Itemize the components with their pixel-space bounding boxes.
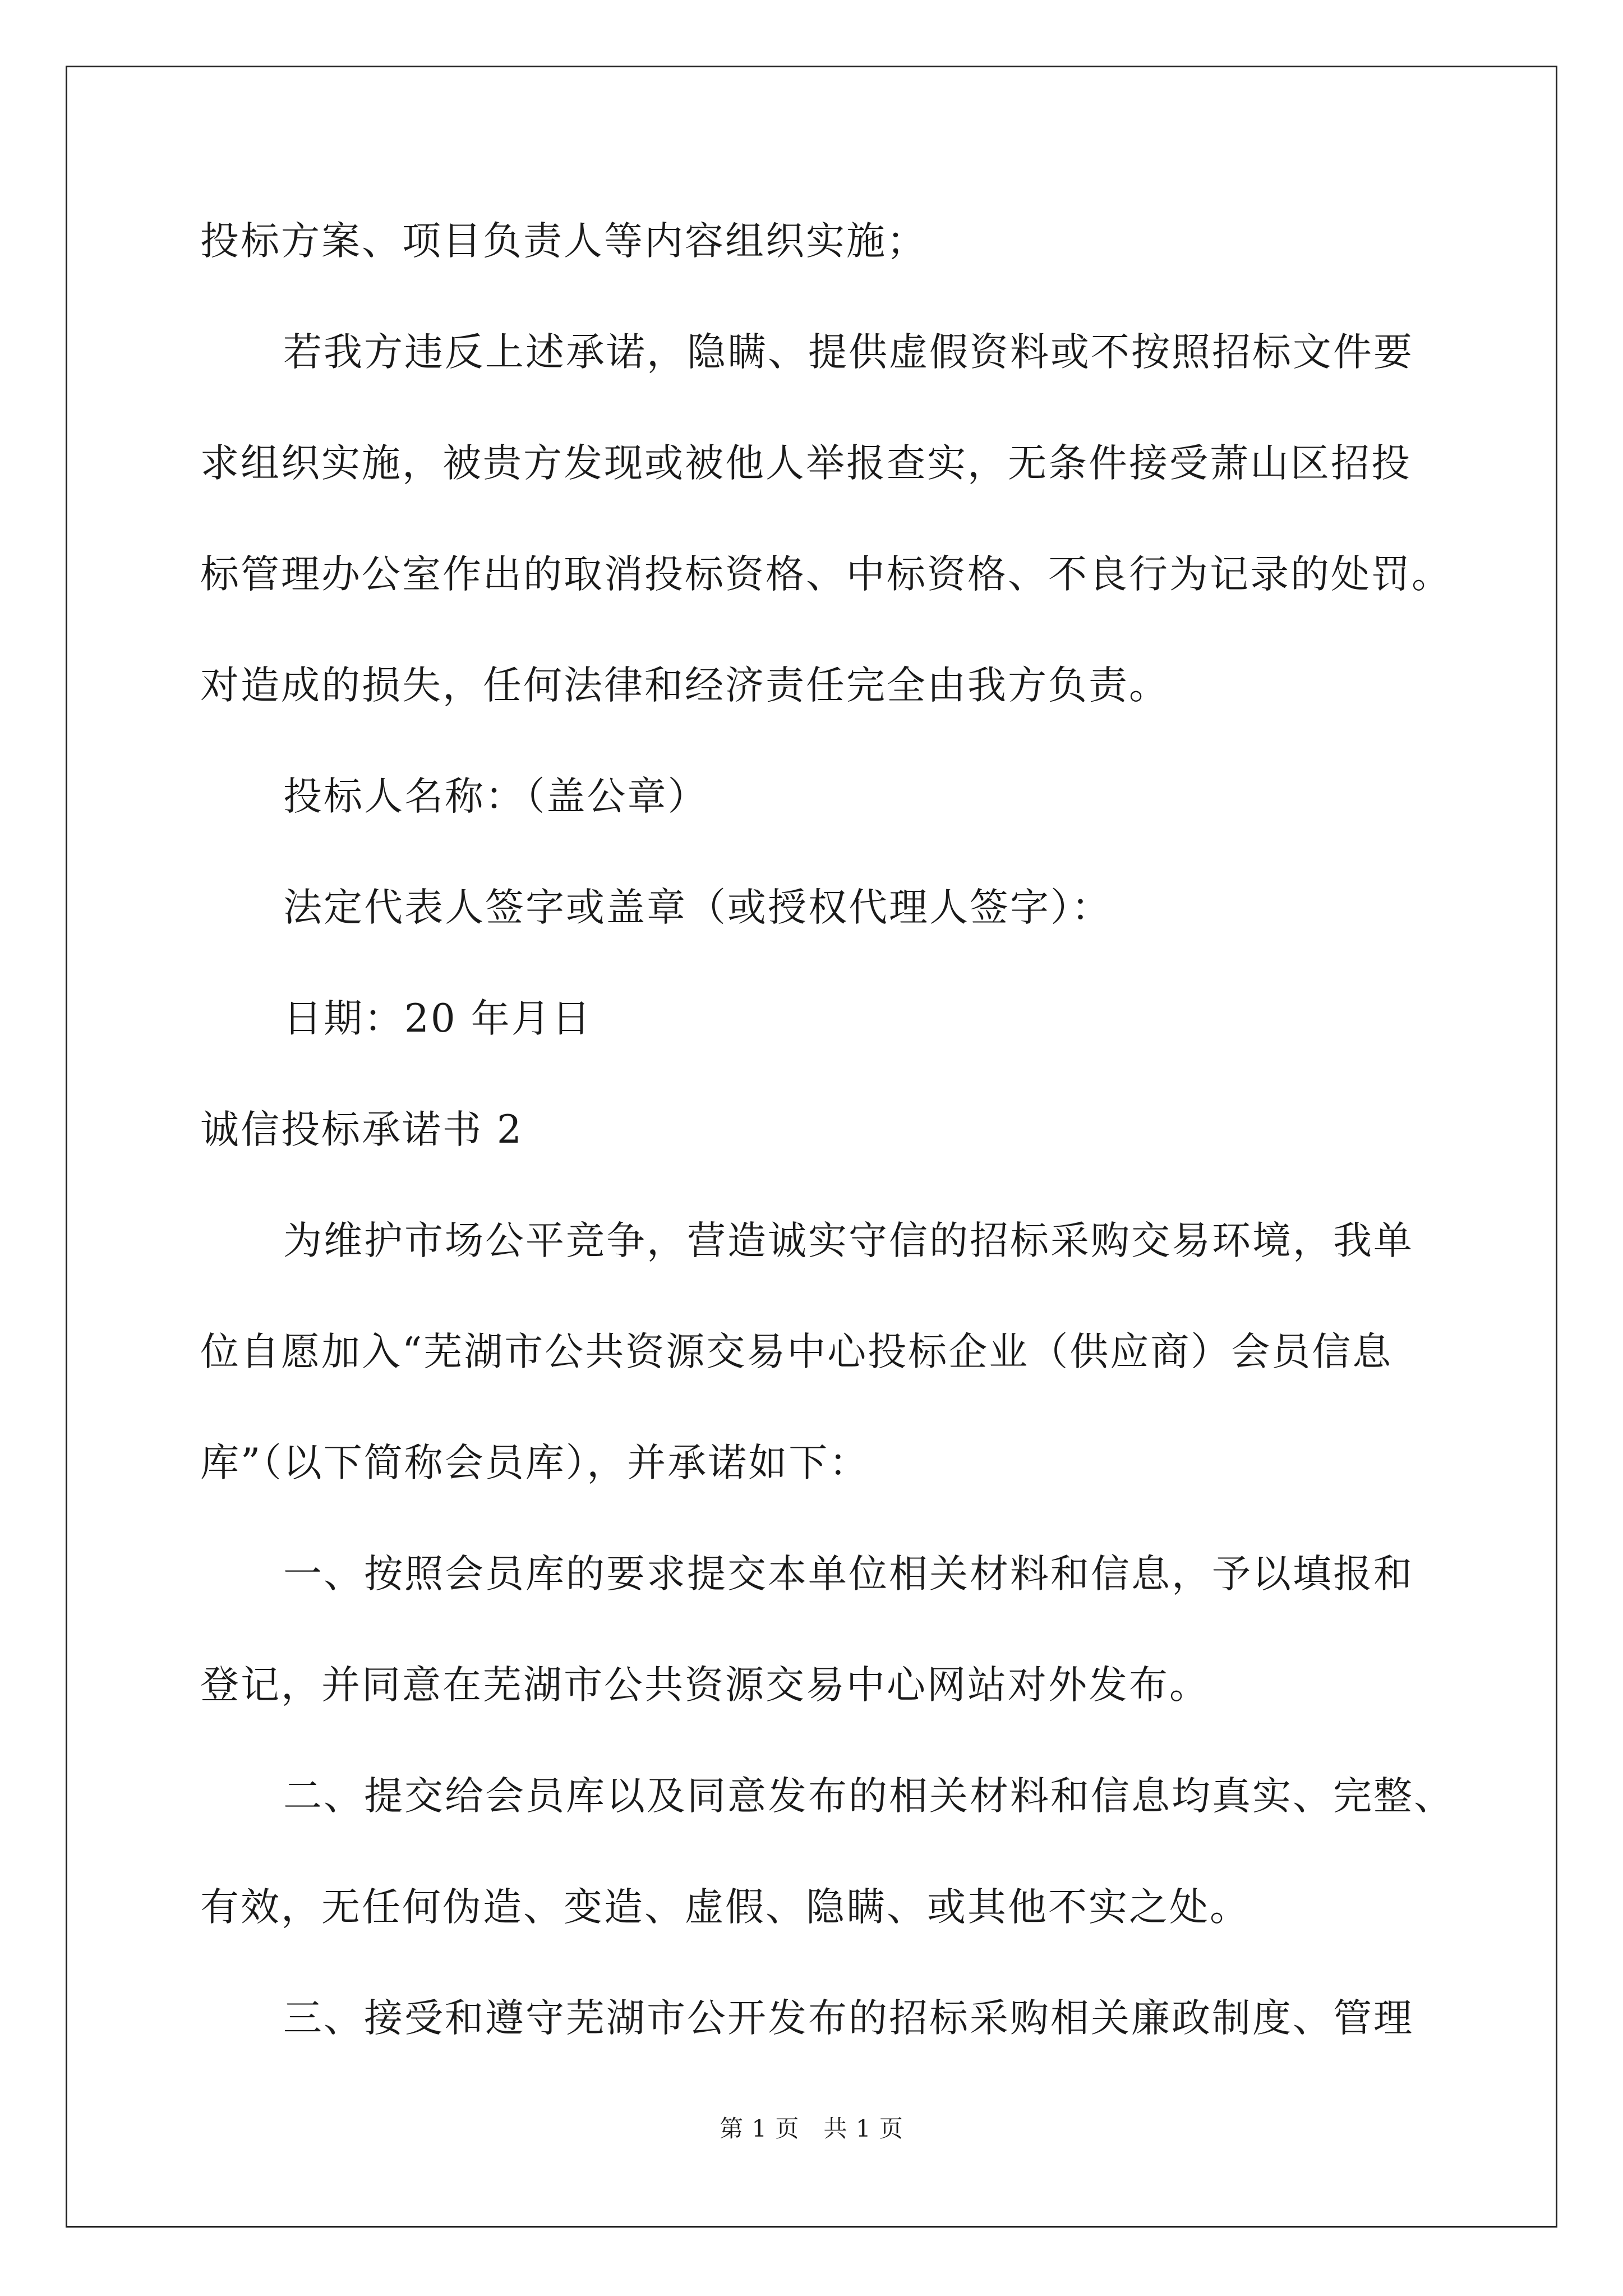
text-line: 投标方案、项目负责人等内容组织实施； [200,219,927,264]
text-line: 一、按照会员库的要求提交本单位相关材料和信息，予以填报和 [283,1552,1414,1596]
text-line: 二、提交给会员库以及同意发布的相关材料和信息均真实、完整、 [283,1774,1454,1819]
text-line: 库”（以下简称会员库），并承诺如下： [200,1441,870,1485]
text-line: 位自愿加入“芜湖市公共资源交易中心投标企业（供应商）会员信息 [200,1329,1393,1374]
text-line: 登记，并同意在芜湖市公共资源交易中心网站对外发布。 [200,1663,1210,1708]
text-line: 有效，无任何伪造、变造、虚假、隐瞒、或其他不实之处。 [200,1885,1250,1930]
text-line: 求组织实施，被贵方发现或被他人举报查实，无条件接受萧山区招投 [200,441,1412,486]
text-line: 投标人名称：（盖公章） [283,774,708,819]
text-line: 日期：20 年月日 [283,996,592,1041]
text-line: 标管理办公室作出的取消投标资格、中标资格、不良行为记录的处罚。 [200,552,1452,597]
text-line: 法定代表人签字或盖章（或授权代理人签字）： [283,885,1112,930]
section-heading: 诚信投标承诺书 2 [200,1107,523,1152]
text-line: 若我方违反上述承诺，隐瞒、提供虚假资料或不按照招标文件要 [283,330,1414,375]
text-line: 三、接受和遵守芜湖市公开发布的招标采购相关廉政制度、管理 [283,1996,1414,2041]
text-line: 为维护市场公平竞争，营造诚实守信的招标采购交易环境，我单 [283,1218,1414,1263]
text-line: 对造成的损失，任何法律和经济责任完全由我方负责。 [200,663,1169,708]
page-footer: 第 1 页 共 1 页 [720,2115,903,2142]
